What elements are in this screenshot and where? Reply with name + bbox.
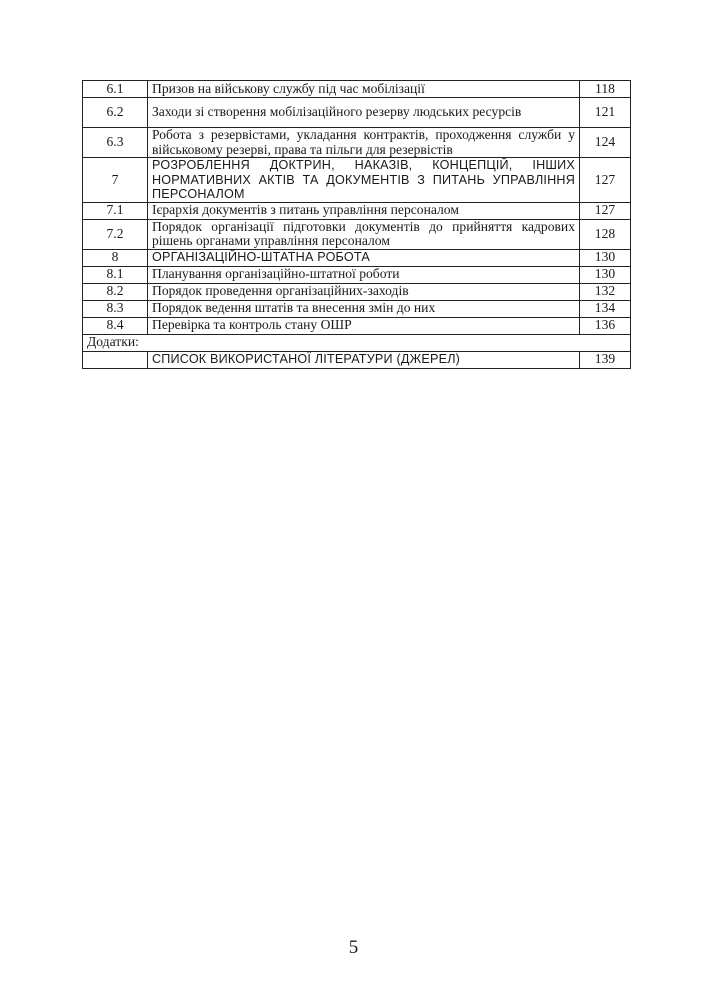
- section-number: 8.3: [83, 300, 148, 317]
- toc-row: [83, 128, 631, 158]
- section-page: 136: [580, 317, 631, 334]
- section-title: Ієрархія документів з питань управління персоналом: [148, 202, 580, 219]
- section-number: 8.4: [83, 317, 148, 334]
- table-of-contents: [82, 80, 631, 369]
- section-page: 130: [580, 249, 631, 266]
- toc-row: [83, 249, 631, 266]
- section-page: 134: [580, 300, 631, 317]
- section-page: 127: [580, 202, 631, 219]
- section-number: 8: [83, 249, 148, 266]
- section-page: 130: [580, 266, 631, 283]
- page-number: 5: [348, 937, 359, 958]
- toc-row: [83, 158, 631, 203]
- section-title: Заходи зі створення мобілізаційного резерву людських ресурсів: [148, 98, 580, 128]
- section-page: 132: [580, 283, 631, 300]
- section-title: Перевірка та контроль стану ОШР: [148, 317, 580, 334]
- section-title: РОЗРОБЛЕННЯ ДОКТРИН, НАКАЗІВ, КОНЦЕПЦІЙ, ІНШИХ НОРМАТИВНИХ АКТІВ ТА ДОКУМЕНТІВ З ПИТАНЬ УПРАВЛІННЯ ПЕРСОНАЛОМ: [148, 158, 580, 203]
- section-page: 139: [580, 351, 631, 368]
- section-page: 127: [580, 158, 631, 203]
- section-title: Порядок організації підготовки документів до прийняття кадрових рішень органами управління персоналом: [148, 219, 580, 249]
- toc-row: [83, 300, 631, 317]
- section-number: 7: [83, 158, 148, 203]
- toc-row: [83, 266, 631, 283]
- toc-row: [83, 283, 631, 300]
- section-number: 6.2: [83, 98, 148, 128]
- section-page: 121: [580, 98, 631, 128]
- section-number: 6.3: [83, 128, 148, 158]
- section-page: 118: [580, 81, 631, 98]
- toc-appendix-row: [83, 334, 631, 351]
- toc-row: [83, 81, 631, 98]
- section-title: Планування організаційно-штатної роботи: [148, 266, 580, 283]
- toc-row: [83, 98, 631, 128]
- section-title: Порядок ведення штатів та внесення змін до них: [148, 300, 580, 317]
- section-page: 124: [580, 128, 631, 158]
- toc-row: [83, 219, 631, 249]
- section-number: 6.1: [83, 81, 148, 98]
- section-number: 8.1: [83, 266, 148, 283]
- toc-row: [83, 351, 631, 368]
- section-title: Призов на військову службу під час мобілізації: [148, 81, 580, 98]
- toc-row: [83, 202, 631, 219]
- appendix-label: Додатки:: [83, 334, 631, 351]
- section-title: ОРГАНІЗАЦІЙНО-ШТАТНА РОБОТА: [148, 249, 580, 266]
- section-title: Порядок проведення організаційних-заходів: [148, 283, 580, 300]
- section-number: [83, 351, 148, 368]
- section-number: 8.2: [83, 283, 148, 300]
- section-page: 128: [580, 219, 631, 249]
- bibliography-title: СПИСОК ВИКОРИСТАНОЇ ЛІТЕРАТУРИ (ДЖЕРЕЛ): [148, 351, 580, 368]
- section-number: 7.1: [83, 202, 148, 219]
- section-title: Робота з резервістами, укладання контрактів, проходження служби у військовому резерві, права та пільги для резервістів: [148, 128, 580, 158]
- toc-row: [83, 317, 631, 334]
- section-number: 7.2: [83, 219, 148, 249]
